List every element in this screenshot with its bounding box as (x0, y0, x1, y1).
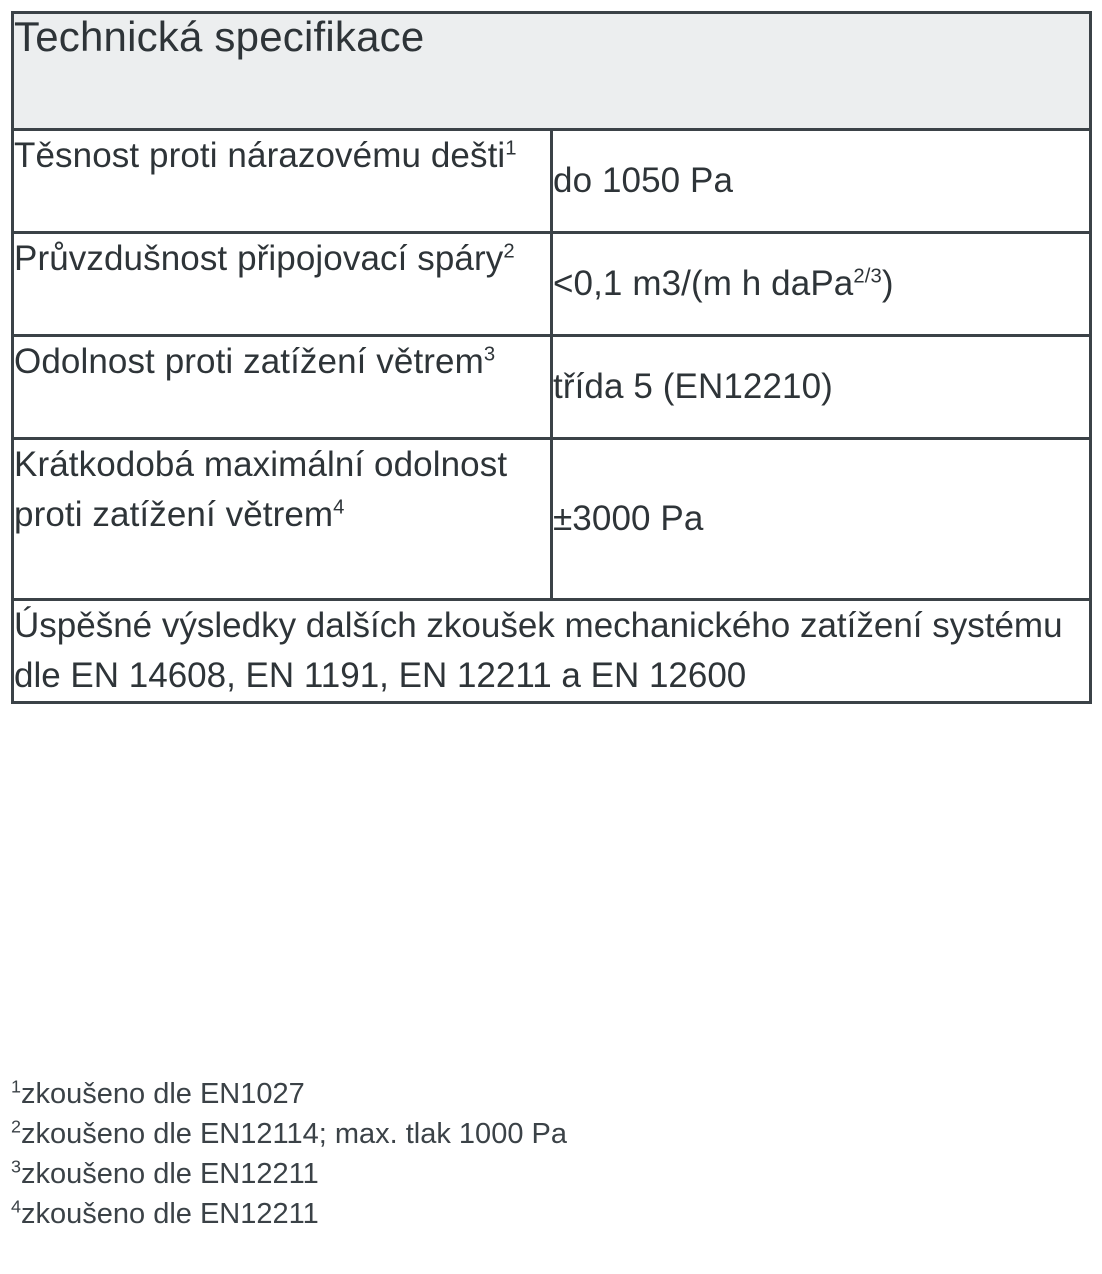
spec-value-cell-2 (552, 233, 1091, 336)
spec-value-text-4: ±3000 Pa (553, 499, 704, 538)
spec-label-cell-2 (13, 233, 552, 336)
table-row (13, 336, 1091, 439)
footnote-item-1 (11, 1074, 1071, 1114)
spec-value-text-1: do 1050 Pa (553, 161, 734, 200)
table-row (13, 233, 1091, 336)
spec-value-cell-3 (552, 336, 1091, 439)
footnote-marker-2: 2 (11, 1116, 21, 1137)
table-header-cell (13, 13, 1091, 130)
page-title: Technická specifikace (14, 13, 425, 60)
spec-value-cell-1 (552, 130, 1091, 233)
spec-label-cell-4 (13, 439, 552, 600)
footnote-text-1: zkoušeno dle EN1027 (21, 1078, 305, 1110)
footnote-ref-2: 2 (503, 240, 515, 263)
additional-tests-cell (13, 600, 1091, 703)
additional-tests-text: Úspěšné výsledky dalších zkoušek mechanického zatížení systému dle EN 14608, EN 1191, EN 12211 a EN 12600 (14, 606, 1063, 695)
spec-label-text-3: Odolnost proti zatížení větrem (14, 342, 484, 381)
footnote-marker-1: 1 (11, 1076, 21, 1097)
spec-label-cell-1 (13, 130, 552, 233)
footnote-ref-3: 3 (483, 343, 496, 366)
footnote-ref-2-3: 2/3 (853, 265, 882, 288)
footnote-marker-4: 4 (11, 1196, 21, 1217)
spec-label-text-2: Průvzdušnost připojovací spáry (14, 239, 504, 278)
spec-value-cell-4 (552, 439, 1091, 600)
footnote-item-4 (11, 1194, 1071, 1234)
spec-value-suffix-2: ) (881, 264, 894, 303)
spec-label-text-4: Krátkodobá maximální odolnost proti zatížení větrem (14, 445, 508, 534)
table-row (13, 439, 1091, 600)
footnotes-list (11, 1074, 1071, 1234)
footnote-marker-3: 3 (11, 1156, 21, 1177)
footnote-text-4: zkoušeno dle EN12211 (21, 1198, 319, 1230)
spec-value-text-2: <0,1 m3/(m h daPa (553, 264, 854, 303)
table-row-full-width (13, 600, 1091, 703)
spec-label-cell-3 (13, 336, 552, 439)
footnote-text-2: zkoušeno dle EN12114; max. tlak 1000 Pa (21, 1118, 567, 1150)
footnote-ref-4: 4 (333, 496, 345, 519)
table-header-row (13, 13, 1091, 130)
spec-label-text-1: Těsnost proti nárazovému dešti (14, 136, 506, 175)
technical-specification-table (11, 11, 1092, 704)
table-row (13, 130, 1091, 233)
footnote-ref-1: 1 (505, 137, 517, 160)
footnote-item-2 (11, 1114, 1071, 1154)
footnote-text-3: zkoušeno dle EN12211 (21, 1158, 319, 1190)
spec-value-text-3: třída 5 (EN12210) (553, 367, 833, 406)
footnote-item-3 (11, 1154, 1071, 1194)
